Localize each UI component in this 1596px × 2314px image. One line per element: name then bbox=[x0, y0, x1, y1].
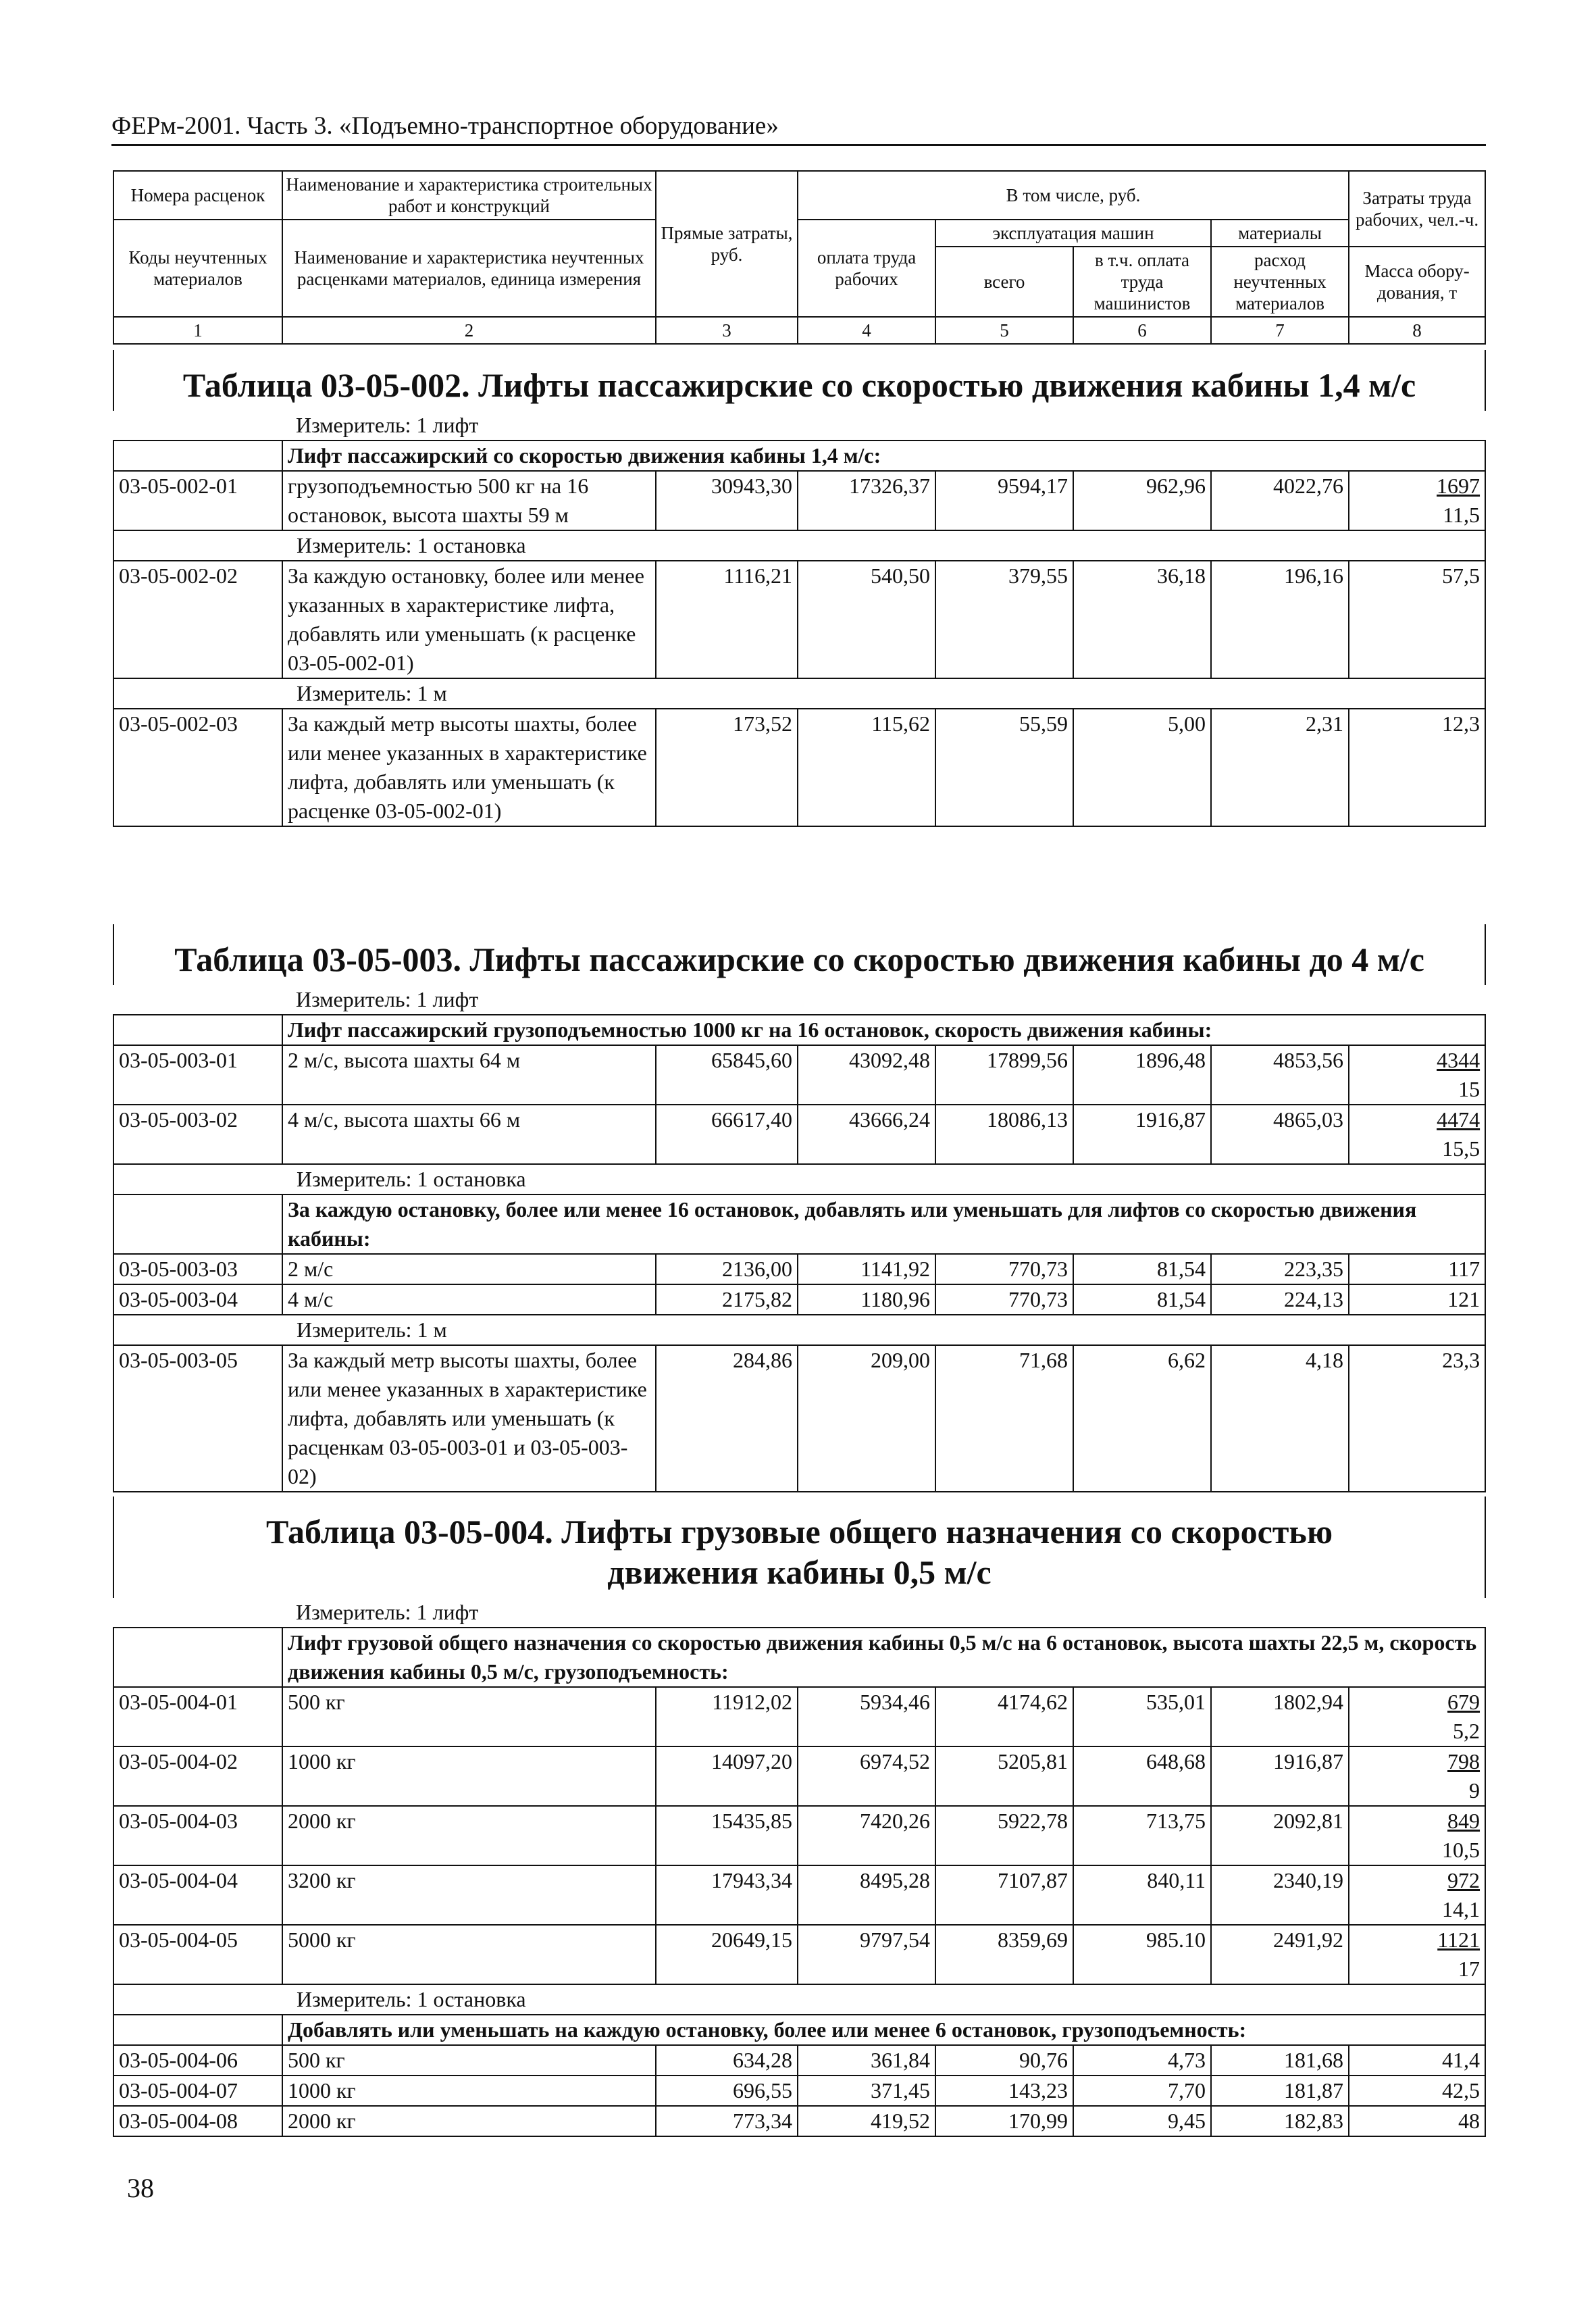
materials: 2491,92 bbox=[1211, 1925, 1349, 1984]
col-num: 3 bbox=[656, 317, 798, 344]
direct-cost: 696,55 bbox=[656, 2076, 798, 2106]
rate-code: 03-05-003-01 bbox=[113, 1045, 282, 1105]
operators-pay: 5,00 bbox=[1073, 709, 1211, 826]
equipment-mass: 10,5 bbox=[1442, 1838, 1481, 1862]
col-header-labor-cost: Затраты труда рабочих, чел.-ч. bbox=[1349, 171, 1485, 247]
direct-cost: 30943,30 bbox=[656, 471, 798, 530]
direct-cost: 14097,20 bbox=[656, 1746, 798, 1806]
col-num: 2 bbox=[282, 317, 656, 344]
meter-label: Измеритель: 1 лифт bbox=[296, 413, 479, 437]
table-title: Таблица 03-05-002. Лифты пассажирские со скоростью движения кабины 1,4 м/с bbox=[113, 350, 1485, 411]
table-row bbox=[113, 1284, 1485, 1315]
rate-name: За каждую остановку, более или менее указанных в характеристике лифта, добавлять или уменьшать (к расценке 03-05-002-01) bbox=[282, 561, 656, 678]
table-row bbox=[113, 1254, 1485, 1284]
table-row bbox=[113, 1865, 1485, 1925]
rate-code: 03-05-002-02 bbox=[113, 561, 282, 678]
operators-pay: 962,96 bbox=[1073, 471, 1211, 530]
labor-pay: 371,45 bbox=[798, 2076, 935, 2106]
col-header-codes: Коды неучтенных материалов bbox=[113, 220, 282, 317]
labor-cost: 679 bbox=[1447, 1690, 1481, 1714]
direct-cost: 15435,85 bbox=[656, 1806, 798, 1865]
rate-name: 1000 кг bbox=[282, 1746, 656, 1806]
operators-pay: 6,62 bbox=[1073, 1345, 1211, 1492]
operators-pay: 9,45 bbox=[1073, 2106, 1211, 2136]
materials: 2092,81 bbox=[1211, 1806, 1349, 1865]
labor-cost: 117 bbox=[1349, 1254, 1485, 1284]
col-header-total: всего bbox=[935, 247, 1073, 317]
labor-pay: 17326,37 bbox=[798, 471, 935, 530]
materials: 182,83 bbox=[1211, 2106, 1349, 2136]
rate-name: 500 кг bbox=[282, 1687, 656, 1746]
col-header-machines: эксплуатация машин bbox=[935, 220, 1211, 247]
materials: 4853,56 bbox=[1211, 1045, 1349, 1105]
rate-code: 03-05-004-04 bbox=[113, 1865, 282, 1925]
labor-cost: 972 bbox=[1447, 1868, 1481, 1892]
equipment-mass: 14,1 bbox=[1442, 1897, 1481, 1921]
meter-label: Измеритель: 1 лифт bbox=[296, 987, 479, 1011]
table-row bbox=[113, 471, 1485, 530]
meter-label: Измеритель: 1 м bbox=[113, 678, 1485, 709]
machines-total: 71,68 bbox=[935, 1345, 1073, 1492]
machines-total: 8359,69 bbox=[935, 1925, 1073, 1984]
direct-cost: 173,52 bbox=[656, 709, 798, 826]
col-header-name: Наименование и характеристика строительных работ и конструкций bbox=[282, 171, 656, 220]
machines-total: 143,23 bbox=[935, 2076, 1073, 2106]
labor-pay: 209,00 bbox=[798, 1345, 935, 1492]
table-row bbox=[113, 709, 1485, 826]
labor-cost: 849 bbox=[1447, 1809, 1481, 1833]
machines-total: 7107,87 bbox=[935, 1865, 1073, 1925]
labor-pay: 540,50 bbox=[798, 561, 935, 678]
labor-pay: 1141,92 bbox=[798, 1254, 935, 1284]
page-header: ФЕРм-2001. Часть 3. «Подъемно-транспортное оборудование» bbox=[111, 112, 779, 140]
equipment-mass: 11,5 bbox=[1443, 503, 1481, 527]
labor-pay: 7420,26 bbox=[798, 1806, 935, 1865]
direct-cost: 2175,82 bbox=[656, 1284, 798, 1315]
equipment-mass: 15 bbox=[1458, 1077, 1481, 1101]
labor-cost: 23,3 bbox=[1349, 1345, 1485, 1492]
rate-name: грузоподъемностью 500 кг на 16 остановок, высота шахты 59 м bbox=[282, 471, 656, 530]
operators-pay: 4,73 bbox=[1073, 2045, 1211, 2076]
header-rule bbox=[111, 144, 1486, 146]
table-row bbox=[113, 1105, 1485, 1164]
materials: 1916,87 bbox=[1211, 1746, 1349, 1806]
labor-cost: 48 bbox=[1349, 2106, 1485, 2136]
rate-code: 03-05-004-01 bbox=[113, 1687, 282, 1746]
section-heading: Добавлять или уменьшать на каждую остановку, более или менее 6 остановок, грузоподъемность: bbox=[282, 2015, 1485, 2045]
col-header-incl-pay: в т.ч. оплата труда машинистов bbox=[1073, 247, 1211, 317]
equipment-mass: 17 bbox=[1458, 1957, 1481, 1981]
rate-code: 03-05-003-02 bbox=[113, 1105, 282, 1164]
section-heading: За каждую остановку, более или менее 16 остановок, добавлять или уменьшать для лифтов со скоростью движения кабины: bbox=[282, 1194, 1485, 1254]
rate-name: 3200 кг bbox=[282, 1865, 656, 1925]
col-num: 8 bbox=[1349, 317, 1485, 344]
materials: 224,13 bbox=[1211, 1284, 1349, 1315]
direct-cost: 284,86 bbox=[656, 1345, 798, 1492]
table-title: Таблица 03-05-003. Лифты пассажирские со скоростью движения кабины до 4 м/с bbox=[113, 924, 1485, 985]
labor-pay: 361,84 bbox=[798, 2045, 935, 2076]
column-header-table bbox=[113, 170, 1486, 345]
rate-name: 4 м/с, высота шахты 66 м bbox=[282, 1105, 656, 1164]
table-row bbox=[113, 1687, 1485, 1746]
labor-pay: 1180,96 bbox=[798, 1284, 935, 1315]
machines-total: 9594,17 bbox=[935, 471, 1073, 530]
col-header-direct: Прямые затраты, руб. bbox=[656, 171, 798, 317]
rate-code: 03-05-004-05 bbox=[113, 1925, 282, 1984]
meter-label: Измеритель: 1 остановка bbox=[113, 1164, 1485, 1194]
machines-total: 18086,13 bbox=[935, 1105, 1073, 1164]
table-03-05-003 bbox=[113, 924, 1486, 1492]
table-row bbox=[113, 2045, 1485, 2076]
labor-pay: 5934,46 bbox=[798, 1687, 935, 1746]
meter-label: Измеритель: 1 лифт bbox=[296, 1600, 479, 1624]
machines-total: 55,59 bbox=[935, 709, 1073, 826]
col-header-consumption: расход неучтенных материалов bbox=[1211, 247, 1349, 317]
direct-cost: 773,34 bbox=[656, 2106, 798, 2136]
equipment-mass: 5,2 bbox=[1453, 1719, 1481, 1743]
col-num: 4 bbox=[798, 317, 935, 344]
rate-name: 4 м/с bbox=[282, 1284, 656, 1315]
labor-pay: 9797,54 bbox=[798, 1925, 935, 1984]
table-row bbox=[113, 2106, 1485, 2136]
labor-pay: 419,52 bbox=[798, 2106, 935, 2136]
col-header-mass: Масса обору-дования, т bbox=[1349, 247, 1485, 317]
rate-name: 5000 кг bbox=[282, 1925, 656, 1984]
direct-cost: 11912,02 bbox=[656, 1687, 798, 1746]
page-number: 38 bbox=[127, 2173, 154, 2203]
col-header-labor-pay: оплата труда рабочих bbox=[798, 220, 935, 317]
operators-pay: 1916,87 bbox=[1073, 1105, 1211, 1164]
col-num: 1 bbox=[113, 317, 282, 344]
col-num: 7 bbox=[1211, 317, 1349, 344]
direct-cost: 1116,21 bbox=[656, 561, 798, 678]
rate-code: 03-05-004-07 bbox=[113, 2076, 282, 2106]
machines-total: 770,73 bbox=[935, 1254, 1073, 1284]
table-row bbox=[113, 1746, 1485, 1806]
section-heading: Лифт грузовой общего назначения со скоростью движения кабины 0,5 м/с на 6 остановок, высота шахты 22,5 м, скорость движения кабины 0,5 м/с, грузоподъемность: bbox=[282, 1628, 1485, 1687]
operators-pay: 7,70 bbox=[1073, 2076, 1211, 2106]
materials: 181,68 bbox=[1211, 2045, 1349, 2076]
operators-pay: 81,54 bbox=[1073, 1254, 1211, 1284]
section-heading: Лифт пассажирский со скоростью движения кабины 1,4 м/с: bbox=[282, 441, 1485, 471]
rate-name: 2000 кг bbox=[282, 1806, 656, 1865]
section-heading: Лифт пассажирский грузоподъемностью 1000 кг на 16 остановок, скорость движения кабины: bbox=[282, 1015, 1485, 1045]
operators-pay: 81,54 bbox=[1073, 1284, 1211, 1315]
meter-label: Измеритель: 1 м bbox=[113, 1315, 1485, 1345]
labor-pay: 115,62 bbox=[798, 709, 935, 826]
rate-code: 03-05-004-06 bbox=[113, 2045, 282, 2076]
materials: 4865,03 bbox=[1211, 1105, 1349, 1164]
labor-pay: 43666,24 bbox=[798, 1105, 935, 1164]
table-row bbox=[113, 1345, 1485, 1492]
materials: 2,31 bbox=[1211, 709, 1349, 826]
table-row bbox=[113, 1045, 1485, 1105]
machines-total: 4174,62 bbox=[935, 1687, 1073, 1746]
rate-name: 500 кг bbox=[282, 2045, 656, 2076]
rate-code: 03-05-002-01 bbox=[113, 471, 282, 530]
labor-cost: 121 bbox=[1349, 1284, 1485, 1315]
rate-name: За каждый метр высоты шахты, более или менее указанных в характеристике лифта, добавлять или уменьшать (к расценкам 03-05-003-01 и 03-05-003-02) bbox=[282, 1345, 656, 1492]
direct-cost: 2136,00 bbox=[656, 1254, 798, 1284]
operators-pay: 713,75 bbox=[1073, 1806, 1211, 1865]
labor-cost: 1121 bbox=[1437, 1928, 1481, 1952]
machines-total: 5922,78 bbox=[935, 1806, 1073, 1865]
labor-cost: 4474 bbox=[1437, 1107, 1481, 1132]
table-row bbox=[113, 1806, 1485, 1865]
col-header-including: В том числе, руб. bbox=[798, 171, 1349, 220]
table-row bbox=[113, 561, 1485, 678]
machines-total: 170,99 bbox=[935, 2106, 1073, 2136]
rate-code: 03-05-003-04 bbox=[113, 1284, 282, 1315]
direct-cost: 20649,15 bbox=[656, 1925, 798, 1984]
labor-cost: 4344 bbox=[1437, 1048, 1481, 1072]
meter-label: Измеритель: 1 остановка bbox=[113, 530, 1485, 561]
labor-pay: 43092,48 bbox=[798, 1045, 935, 1105]
rate-code: 03-05-004-08 bbox=[113, 2106, 282, 2136]
col-num: 5 bbox=[935, 317, 1073, 344]
direct-cost: 634,28 bbox=[656, 2045, 798, 2076]
operators-pay: 648,68 bbox=[1073, 1746, 1211, 1806]
table-03-05-004 bbox=[113, 1496, 1486, 2137]
labor-cost: 57,5 bbox=[1349, 561, 1485, 678]
materials: 4022,76 bbox=[1211, 471, 1349, 530]
meter-label: Измеритель: 1 остановка bbox=[113, 1984, 1485, 2015]
direct-cost: 65845,60 bbox=[656, 1045, 798, 1105]
col-num: 6 bbox=[1073, 317, 1211, 344]
operators-pay: 36,18 bbox=[1073, 561, 1211, 678]
table-row bbox=[113, 1925, 1485, 1984]
operators-pay: 840,11 bbox=[1073, 1865, 1211, 1925]
rate-name: 2 м/с bbox=[282, 1254, 656, 1284]
labor-pay: 8495,28 bbox=[798, 1865, 935, 1925]
labor-cost: 798 bbox=[1447, 1749, 1481, 1774]
machines-total: 90,76 bbox=[935, 2045, 1073, 2076]
rate-code: 03-05-002-03 bbox=[113, 709, 282, 826]
direct-cost: 66617,40 bbox=[656, 1105, 798, 1164]
rate-code: 03-05-003-03 bbox=[113, 1254, 282, 1284]
materials: 196,16 bbox=[1211, 561, 1349, 678]
col-header-materials: материалы bbox=[1211, 220, 1349, 247]
materials: 4,18 bbox=[1211, 1345, 1349, 1492]
operators-pay: 535,01 bbox=[1073, 1687, 1211, 1746]
labor-cost: 12,3 bbox=[1349, 709, 1485, 826]
labor-cost: 42,5 bbox=[1349, 2076, 1485, 2106]
rate-name: 2 м/с, высота шахты 64 м bbox=[282, 1045, 656, 1105]
machines-total: 379,55 bbox=[935, 561, 1073, 678]
table-03-05-002 bbox=[113, 350, 1486, 827]
materials: 2340,19 bbox=[1211, 1865, 1349, 1925]
labor-cost: 41,4 bbox=[1349, 2045, 1485, 2076]
rate-code: 03-05-003-05 bbox=[113, 1345, 282, 1492]
col-header-name2: Наименование и характеристика неучтенных расценками материалов, единица измерения bbox=[282, 220, 656, 317]
rate-code: 03-05-004-03 bbox=[113, 1806, 282, 1865]
machines-total: 770,73 bbox=[935, 1284, 1073, 1315]
materials: 181,87 bbox=[1211, 2076, 1349, 2106]
labor-pay: 6974,52 bbox=[798, 1746, 935, 1806]
rate-name: 1000 кг bbox=[282, 2076, 656, 2106]
equipment-mass: 15,5 bbox=[1442, 1136, 1481, 1161]
table-title: Таблица 03-05-004. Лифты грузовые общего назначения со скоростью движения кабины 0,5 м/с bbox=[113, 1496, 1485, 1598]
rate-code: 03-05-004-02 bbox=[113, 1746, 282, 1806]
operators-pay: 1896,48 bbox=[1073, 1045, 1211, 1105]
rate-name: За каждый метр высоты шахты, более или менее указанных в характеристике лифта, добавлять или уменьшать (к расценке 03-05-002-01) bbox=[282, 709, 656, 826]
equipment-mass: 9 bbox=[1469, 1778, 1481, 1803]
rate-name: 2000 кг bbox=[282, 2106, 656, 2136]
machines-total: 5205,81 bbox=[935, 1746, 1073, 1806]
table-row bbox=[113, 2076, 1485, 2106]
col-header-number: Номера расценок bbox=[113, 171, 282, 220]
direct-cost: 17943,34 bbox=[656, 1865, 798, 1925]
materials: 223,35 bbox=[1211, 1254, 1349, 1284]
operators-pay: 985.10 bbox=[1073, 1925, 1211, 1984]
materials: 1802,94 bbox=[1211, 1687, 1349, 1746]
machines-total: 17899,56 bbox=[935, 1045, 1073, 1105]
labor-cost: 1697 bbox=[1437, 474, 1481, 498]
